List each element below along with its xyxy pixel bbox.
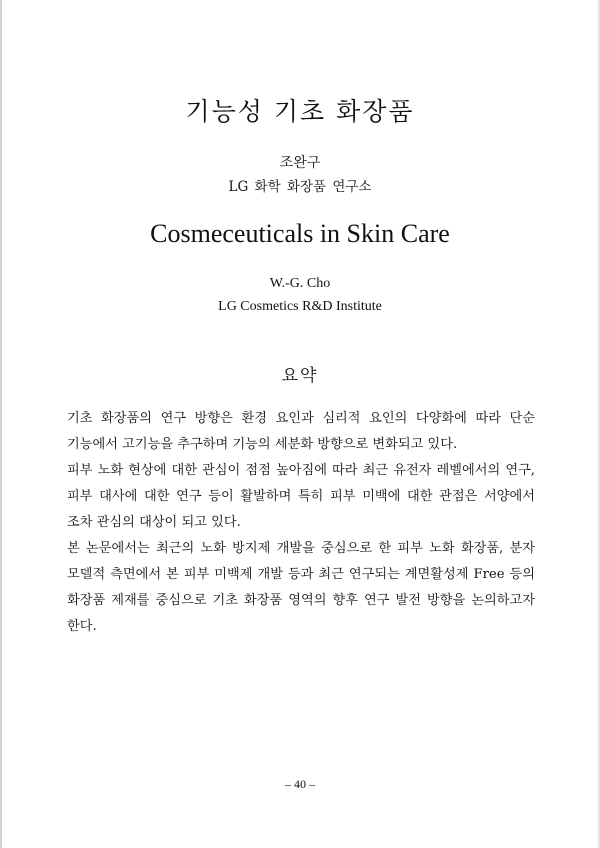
english-author: W.-G. Cho	[269, 276, 331, 291]
english-title: Cosmeceuticals in Skin Care	[150, 219, 450, 248]
abstract-paragraph: 피부 노화 현상에 대한 관심이 점점 높아짐에 따라 최근 유전자 레벨에서의 연구, 피부 대사에 대한 연구 등이 활발하며 특히 피부 미백에 대한 관점은 서양에서 조차 관심의 대상이 되고 있다.	[67, 463, 535, 530]
korean-title: 기능성 기초 화장품	[185, 97, 415, 126]
korean-affiliation: LG 화학 화장품 연구소	[228, 179, 372, 195]
abstract-paragraph: 본 논문에서는 최근의 노화 방지제 개발을 중심으로 한 피부 노화 화장품, 분자 모델적 측면에서 본 피부 미백제 개발 등과 최근 연구되는 계면활성제 Free 등의 화장품 제재를 중심으로 기초 화장품 영역의 향후 연구 발전 방향을 논의하고자 한다.	[67, 541, 535, 634]
korean-author: 조완구	[279, 155, 321, 171]
abstract-body	[67, 406, 535, 640]
abstract-paragraph: 기초 화장품의 연구 방향은 환경 요인과 심리적 요인의 다양화에 따라 단순 기능에서 고기능을 추구하며 기능의 세분화 방향으로 변화되고 있다.	[67, 411, 535, 452]
english-affiliation: LG Cosmetics R&D Institute	[218, 299, 382, 314]
abstract-heading: 요약	[281, 366, 319, 386]
page-number: – 40 –	[285, 777, 315, 791]
